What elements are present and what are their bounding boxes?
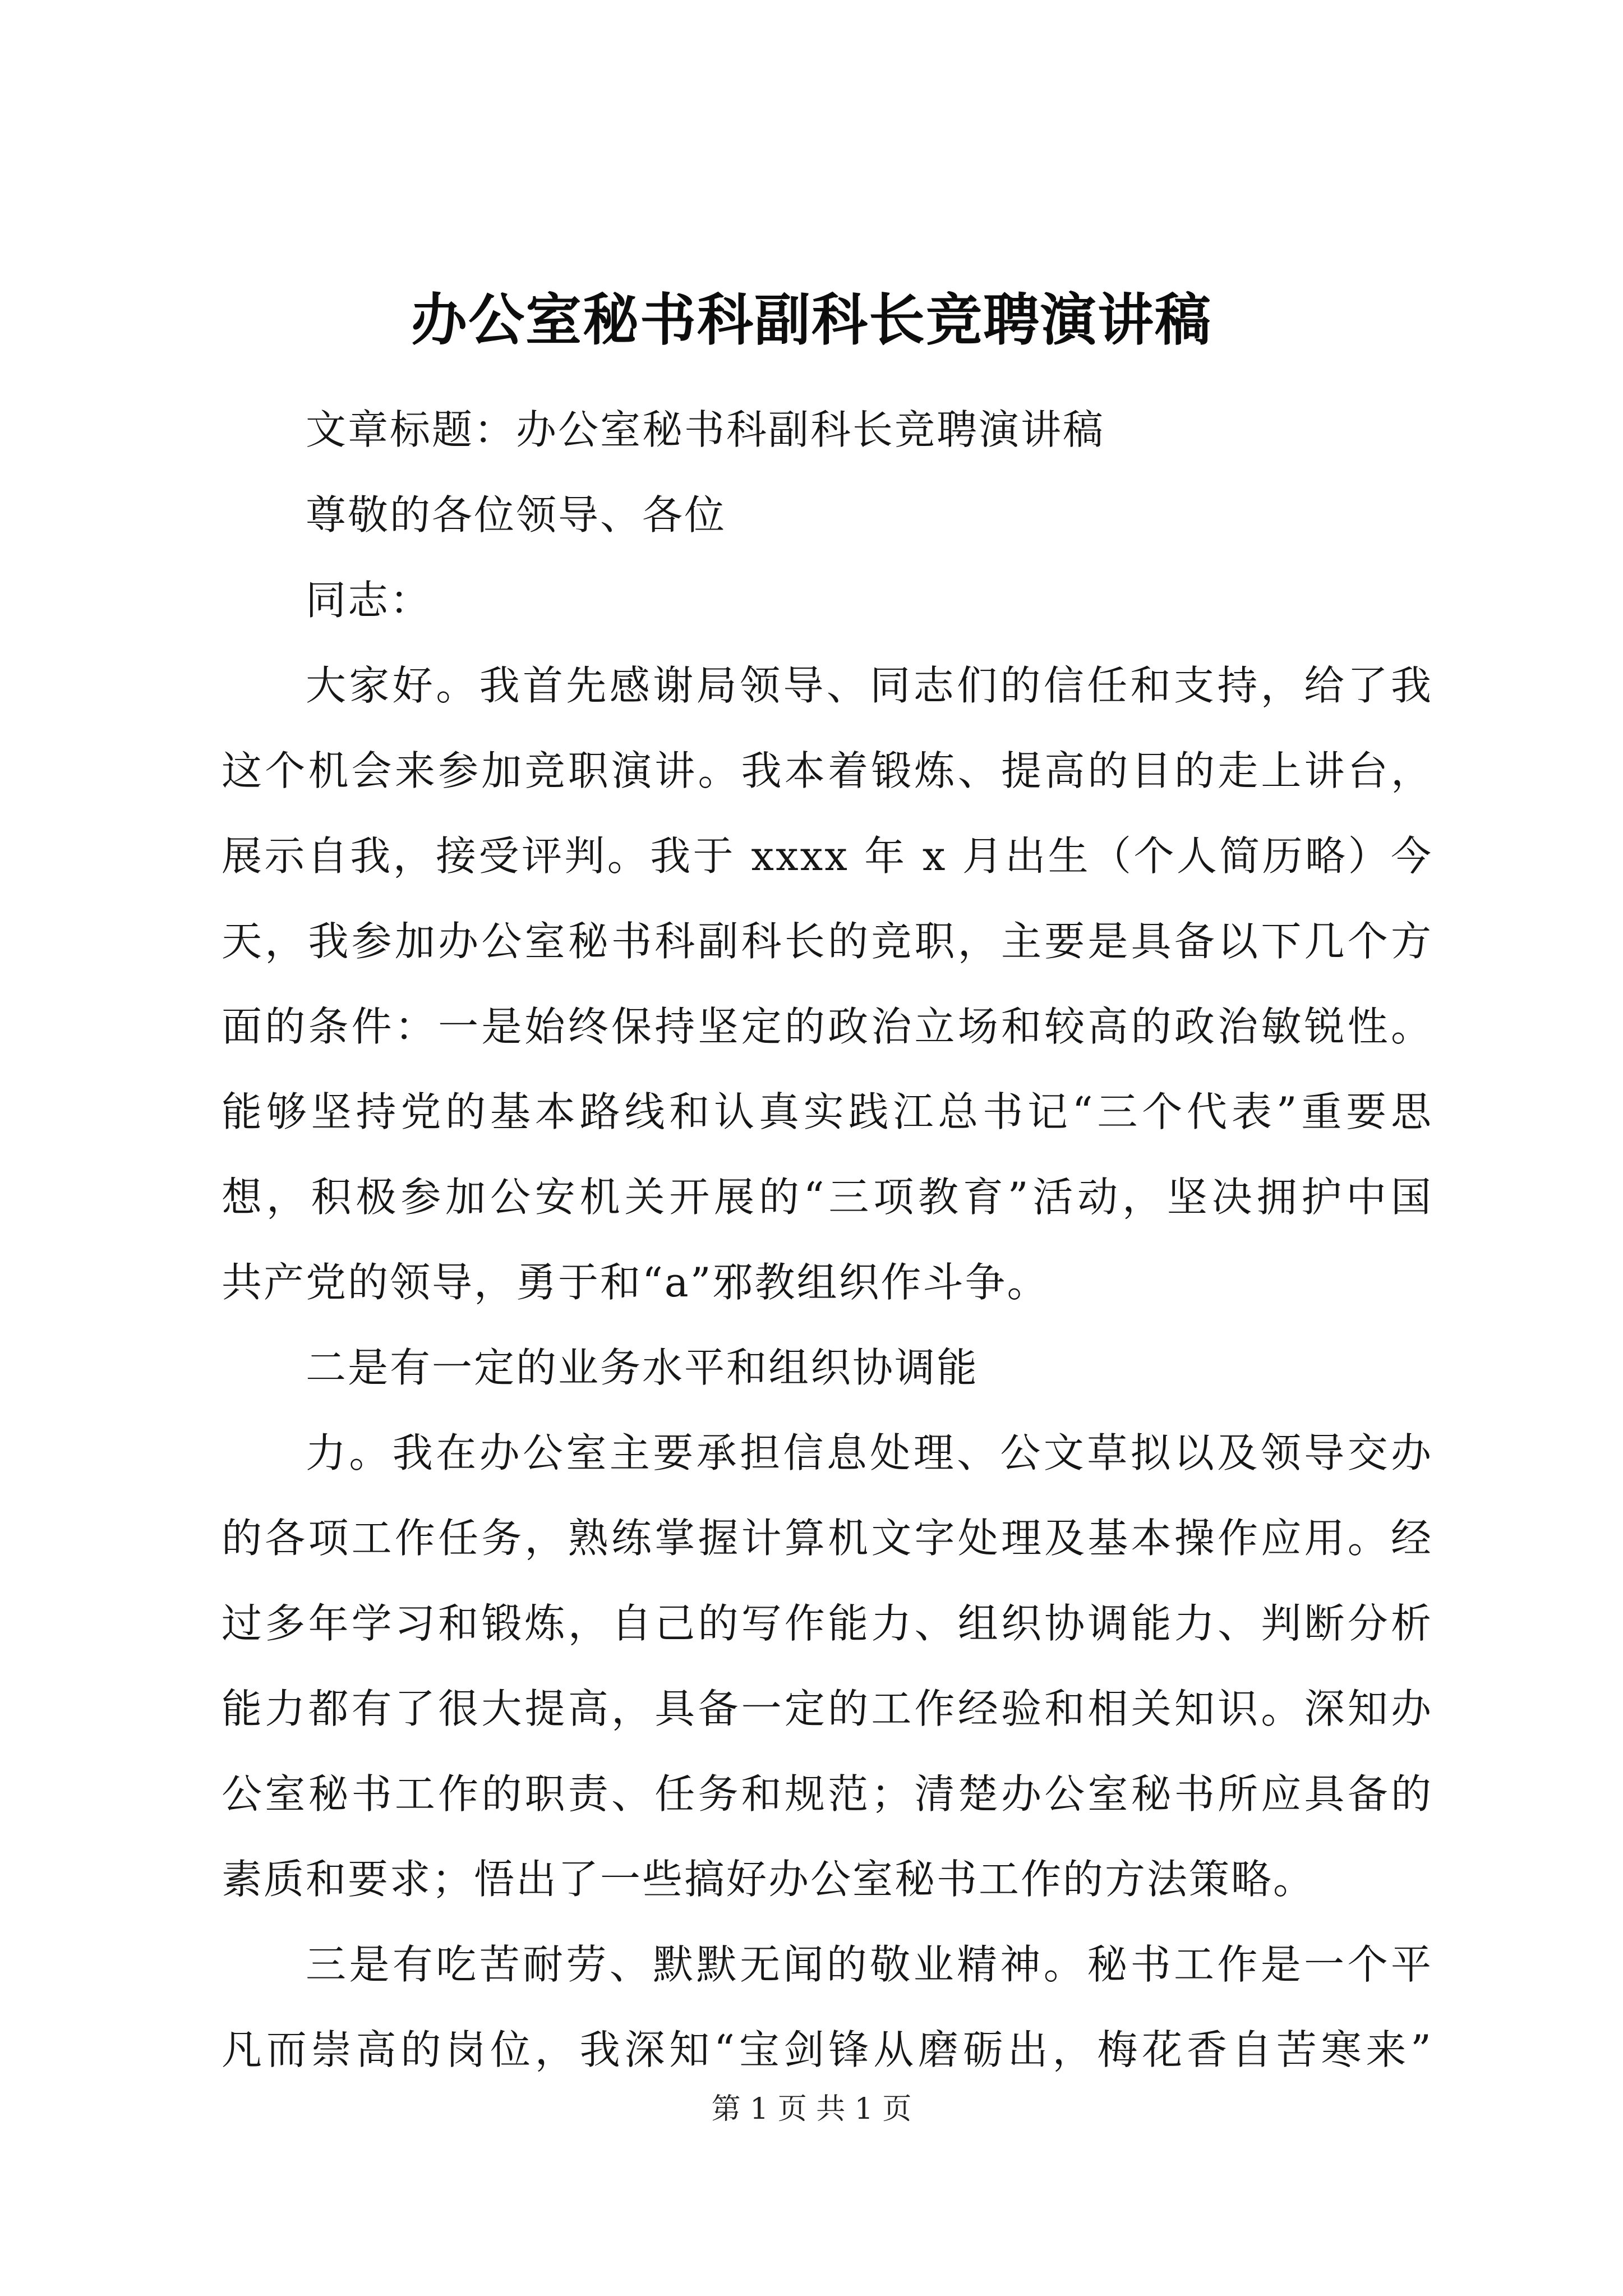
paragraph-line: 这个机会来参加竞职演讲。我本着锻炼、提高的目的走上讲台， bbox=[222, 747, 1433, 794]
paragraph-line: 共产党的领导，勇于和“a”邪教组织作斗争。 bbox=[222, 1259, 1049, 1306]
page-footer: 第 1 页 共 1 页 bbox=[711, 2092, 912, 2126]
paragraph-line: 展示自我，接受评判。我于 xxxx 年 x 月出生（个人简历略）今 bbox=[222, 832, 1433, 880]
article-title-line: 文章标题：办公室秘书科副科长竞聘演讲稿 bbox=[306, 406, 1105, 453]
paragraph-line: 素质和要求；悟出了一些搞好办公室秘书工作的方法策略。 bbox=[222, 1856, 1316, 1903]
paragraph-line: 二是有一定的业务水平和组织协调能 bbox=[306, 1344, 979, 1391]
paragraph-line: 能力都有了很大提高，具备一定的工作经验和相关知识。深知办 bbox=[222, 1685, 1433, 1732]
salutation-line: 同志： bbox=[306, 577, 432, 624]
document-body bbox=[222, 387, 1433, 2092]
paragraph-line: 想，积极参加公安机关开展的“三项教育”活动，坚决拥护中国 bbox=[222, 1174, 1433, 1221]
paragraph-line: 凡而崇高的岗位，我深知“宝剑锋从磨砺出，梅花香自苦寒来” bbox=[222, 2026, 1433, 2073]
document-title: 办公室秘书科副科长竞聘演讲稿 bbox=[411, 287, 1212, 353]
paragraph-line: 三是有吃苦耐劳、默默无闻的敬业精神。秘书工作是一个平 bbox=[306, 1941, 1433, 1988]
paragraph-line: 天，我参加办公室秘书科副科长的竞职，主要是具备以下几个方 bbox=[222, 918, 1433, 965]
paragraph-line: 公室秘书工作的职责、任务和规范；清楚办公室秘书所应具备的 bbox=[222, 1770, 1433, 1818]
paragraph-line: 的各项工作任务，熟练掌握计算机文字处理及基本操作应用。经 bbox=[222, 1515, 1433, 1562]
paragraph-line: 过多年学习和锻炼，自己的写作能力、组织协调能力、判断分析 bbox=[222, 1600, 1433, 1647]
salutation-line: 尊敬的各位领导、各位 bbox=[306, 491, 727, 539]
paragraph-line: 面的条件：一是始终保持坚定的政治立场和较高的政治敏锐性。 bbox=[222, 1003, 1433, 1050]
paragraph-line: 大家好。我首先感谢局领导、同志们的信任和支持，给了我 bbox=[306, 662, 1433, 709]
paragraph-line: 力。我在办公室主要承担信息处理、公文草拟以及领导交办 bbox=[306, 1429, 1433, 1476]
paragraph-line: 能够坚持党的基本路线和认真实践江总书记“三个代表”重要思 bbox=[222, 1088, 1433, 1135]
